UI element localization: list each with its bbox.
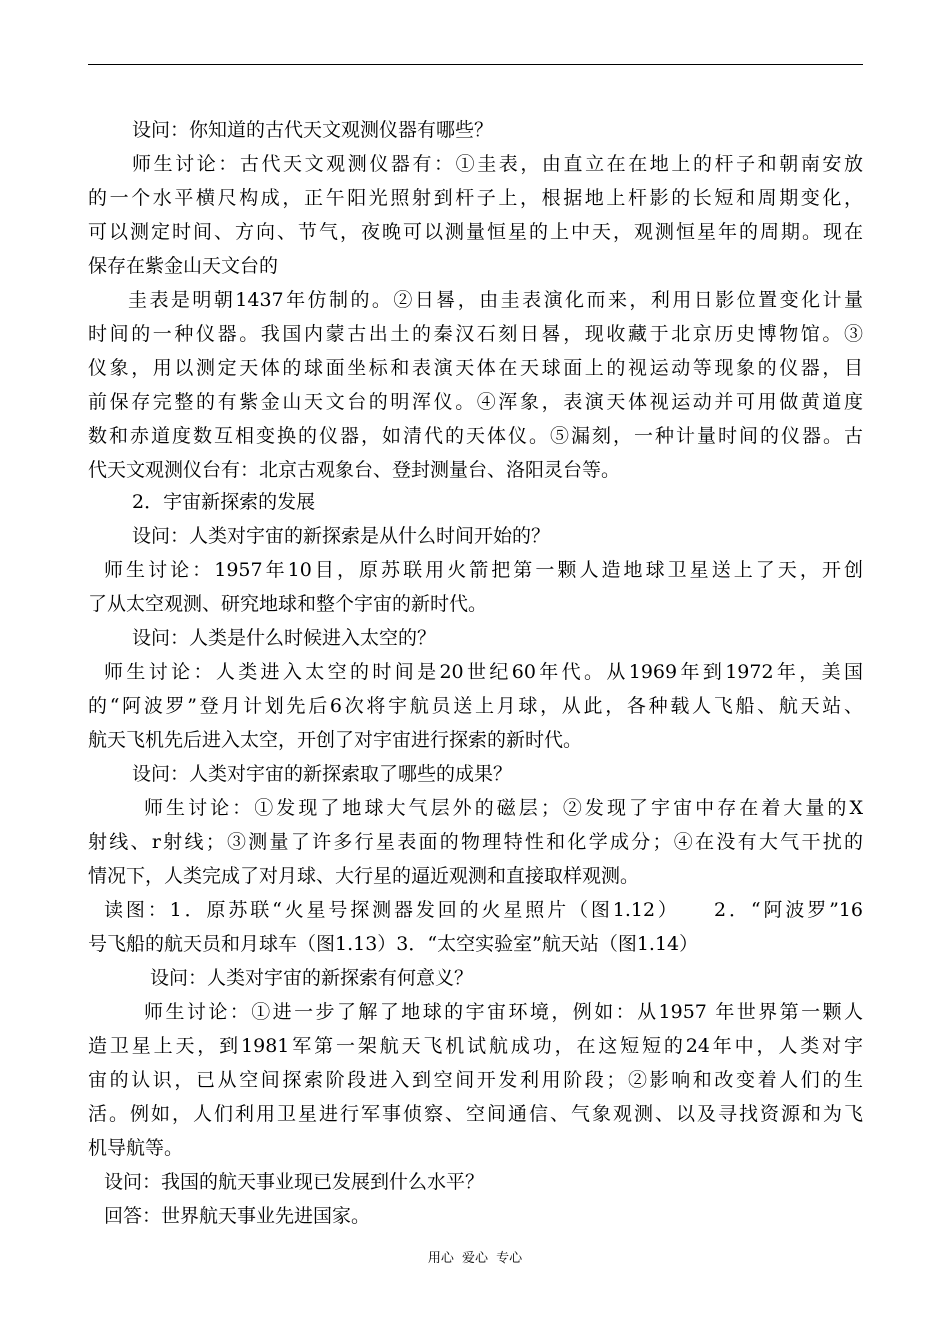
text-line: 时间的一种仪器。我国内蒙古出土的秦汉石刻日晷，现收藏于北京历史博物馆。③ xyxy=(88,323,863,345)
text-line: 师生讨论：①发现了地球大气层外的磁层；②发现了宇宙中存在着大量的X xyxy=(144,797,863,819)
text-line: 数和赤道度数互相变换的仪器，如清代的天体仪。⑤漏刻，一种计量时间的仪器。古 xyxy=(88,425,863,447)
text-line: 回答：世界航天事业先进国家。 xyxy=(104,1205,371,1227)
text-line: 设问：人类是什么时候进入太空的？ xyxy=(132,627,437,649)
text-line: 可以测定时间、方向、节气，夜晚可以测量恒星的上中天，观测恒星年的周期。现在 xyxy=(88,221,863,243)
text-line: 设问：我国的航天事业现已发展到什么水平？ xyxy=(104,1171,485,1193)
section-heading: 2．宇宙新探索的发展 xyxy=(132,491,316,513)
text-line: 射线、r射线；③测量了许多行星表面的物理特性和化学成分；④在没有大气干扰的 xyxy=(88,831,863,853)
text-line: 仪象，用以测定天体的球面坐标和表演天体在天球面上的视运动等现象的仪器，目 xyxy=(88,357,863,379)
text-line: 宙的认识，已从空间探索阶段进入到空间开发利用阶段；②影响和改变着人们的生 xyxy=(88,1069,863,1091)
text-line: 圭表是明朝1437年仿制的。②日晷，由圭表演化而来，利用日影位置变化计量 xyxy=(128,289,863,311)
text-line: 师生讨论：人类进入太空的时间是20世纪60年代。从1969年到1972年，美国 xyxy=(104,661,863,683)
text-line: 号飞船的航天员和月球车（图1.13）3．“太空实验室”航天站（图1.14） xyxy=(88,933,699,955)
text-line: 的“阿波罗”登月计划先后6次将宇航员送上月球，从此，各种载人飞船、航天站、 xyxy=(88,695,863,717)
page-footer: 用心 爱心 专心 xyxy=(427,1251,523,1266)
text-line: 的一个水平横尺构成，正午阳光照射到杆子上，根据地上杆影的长短和周期变化， xyxy=(88,187,863,209)
text-line: 师生讨论：①进一步了解了地球的宇宙环境，例如：从1957 年世界第一颗人 xyxy=(144,1001,863,1023)
text-line: 了从太空观测、研究地球和整个宇宙的新时代。 xyxy=(88,593,488,615)
text-line: 设问：你知道的古代天文观测仪器有哪些？ xyxy=(132,119,494,141)
text-line: 读图：1．原苏联“火星号探测器发回的火星照片（图1.12） 2．“阿波罗”16 xyxy=(104,899,863,921)
text-line: 设问：人类对宇宙的新探索取了哪些的成果？ xyxy=(132,763,513,785)
text-line: 设问：人类对宇宙的新探索是从什么时间开始的？ xyxy=(132,525,551,547)
text-line: 师生讨论：1957年10目，原苏联用火箭把第一颗人造地球卫星送上了天，开创 xyxy=(104,559,863,581)
text-line: 机导航等。 xyxy=(88,1137,184,1159)
text-line: 师生讨论：古代天文观测仪器有：①圭表，由直立在在地上的杆子和朝南安放 xyxy=(132,153,863,175)
text-line: 活。例如，人们利用卫星进行军事侦察、空间通信、气象观测、以及寻找资源和为飞 xyxy=(88,1103,863,1125)
text-line: 前保存完整的有紫金山天文台的明浑仪。④浑象，表演天体视运动并可用做黄道度 xyxy=(88,391,863,413)
text-line: 造卫星上天，到1981军第一架航天飞机试航成功，在这短短的24年中，人类对宇 xyxy=(88,1035,863,1057)
document-body xyxy=(88,0,863,1342)
text-line: 情况下，人类完成了对月球、大行星的逼近观测和直接取样观测。 xyxy=(88,865,640,887)
text-line: 保存在紫金山天文台的 xyxy=(88,255,279,277)
text-line: 航天飞机先后进入太空，开创了对宇宙进行探索的新时代。 xyxy=(88,729,583,751)
text-line: 设问：人类对宇宙的新探索有何意义？ xyxy=(150,967,474,989)
text-line: 代天文观测仪台有：北京古观象台、登封测量台、洛阳灵台等。 xyxy=(88,459,621,481)
